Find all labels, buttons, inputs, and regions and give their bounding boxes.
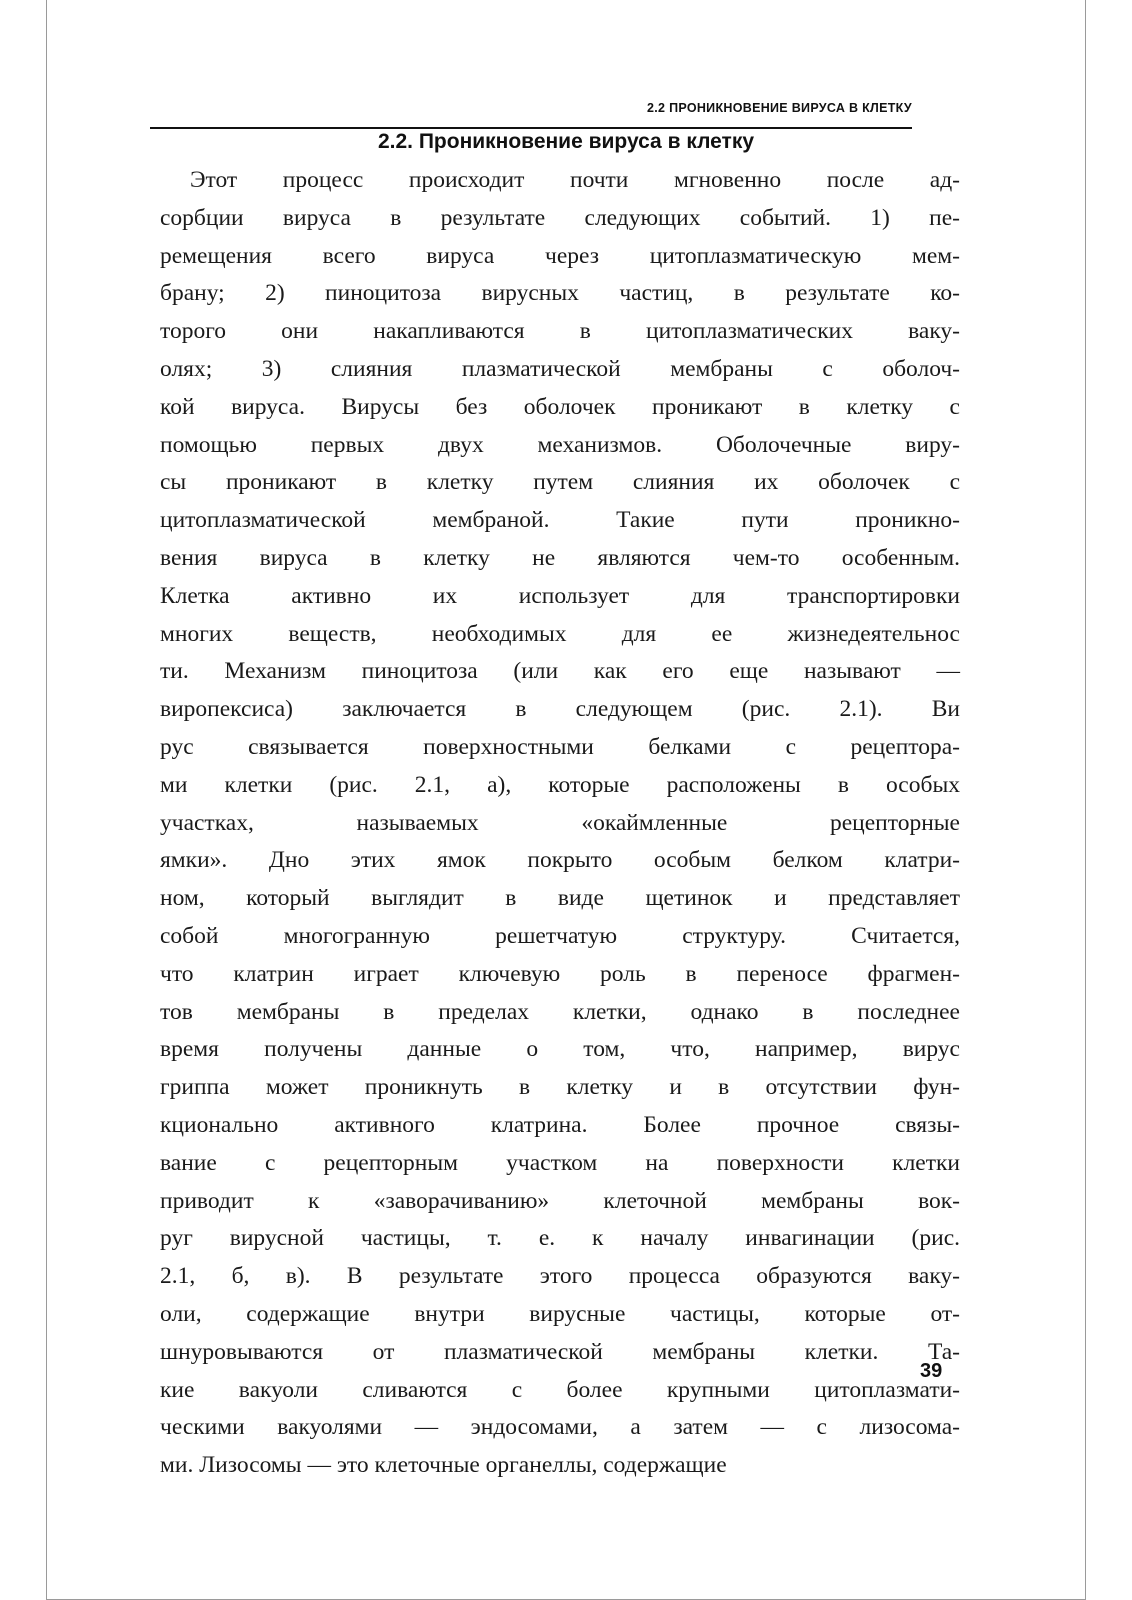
text-line: ми клетки (рис. 2.1, а), которые расположены в особых xyxy=(160,771,960,798)
running-head: 2.2 ПРОНИКНОВЕНИЕ ВИРУСА В КЛЕТКУ xyxy=(647,101,912,115)
text-line: вание с рецепторным участком на поверхности клетки xyxy=(160,1149,960,1176)
text-line: цитоплазматической мембраной. Такие пути проникно- xyxy=(160,507,960,534)
text-line: ремещения всего вируса через цитоплазматическую мем- xyxy=(160,242,960,269)
text-line: Клетка активно их использует для транспортировки xyxy=(160,582,960,609)
text-line: собой многогранную решетчатую структуру. Считается, xyxy=(160,922,960,949)
page-number: 39 xyxy=(920,1360,943,1382)
text-line: торого они накапливаются в цитоплазматических ваку- xyxy=(160,318,960,345)
header-rule xyxy=(150,127,912,129)
text-line: приводит к «заворачиванию» клеточной мембраны вок- xyxy=(160,1187,960,1214)
text-line: помощью первых двух механизмов. Оболочечные виру- xyxy=(160,431,960,458)
text-line: время получены данные о том, что, например, вирус xyxy=(160,1036,960,1063)
text-line: участках, называемых «окаймленные рецепторные xyxy=(160,809,960,836)
text-line: ческими вакуолями — эндосомами, а затем — с лизосома- xyxy=(160,1414,960,1441)
text-line: многих веществ, необходимых для ее жизнедеятельнос xyxy=(160,620,960,647)
text-line: кционально активного клатрина. Более прочное связы- xyxy=(160,1111,960,1138)
text-line: оли, содержащие внутри вирусные частицы, которые от- xyxy=(160,1300,960,1327)
text-line: рус связывается поверхностными белками с рецептора- xyxy=(160,733,960,760)
text-line: вения вируса в клетку не являются чем-то особенным. xyxy=(160,544,960,571)
body-paragraph xyxy=(160,162,960,1485)
text-line: ми. Лизосомы — это клеточные органеллы, содержащие xyxy=(160,1452,727,1479)
text-line: что клатрин играет ключевую роль в переносе фрагмен- xyxy=(160,960,960,987)
text-line: брану; 2) пиноцитоза вирусных частиц, в результате ко- xyxy=(160,280,960,307)
text-line: гриппа может проникнуть в клетку и в отсутствии фун- xyxy=(160,1074,960,1101)
text-line: тов мембраны в пределах клетки, однако в последнее xyxy=(160,998,960,1025)
text-line: Этот процесс происходит почти мгновенно после ад- xyxy=(190,167,960,193)
text-line: ямки». Дно этих ямок покрыто особым белком клатри- xyxy=(160,847,960,874)
text-line: руг вирусной частицы, т. е. к началу инвагинации (рис. xyxy=(160,1225,960,1252)
text-line: кие вакуоли сливаются с более крупными цитоплазмати- xyxy=(160,1376,960,1403)
text-line: сы проникают в клетку путем слияния их оболочек с xyxy=(160,469,960,496)
text-line: шнуровываются от плазматической мембраны клетки. Та- xyxy=(160,1338,960,1365)
text-line: виропексиса) заключается в следующем (рис. 2.1). Ви xyxy=(160,696,960,723)
section-title: 2.2. Проникновение вируса в клетку xyxy=(377,130,755,153)
text-line: ном, который выглядит в виде щетинок и представляет xyxy=(160,885,960,912)
text-line: ти. Механизм пиноцитоза (или как его еще называют — xyxy=(160,658,960,685)
text-line: олях; 3) слияния плазматической мембраны с оболоч- xyxy=(160,355,960,382)
text-line: 2.1, б, в). В результате этого процесса образуются ваку- xyxy=(160,1263,960,1290)
text-line: сорбции вируса в результате следующих событий. 1) пе- xyxy=(160,204,960,231)
text-line: кой вируса. Вирусы без оболочек проникают в клетку с xyxy=(160,393,960,420)
